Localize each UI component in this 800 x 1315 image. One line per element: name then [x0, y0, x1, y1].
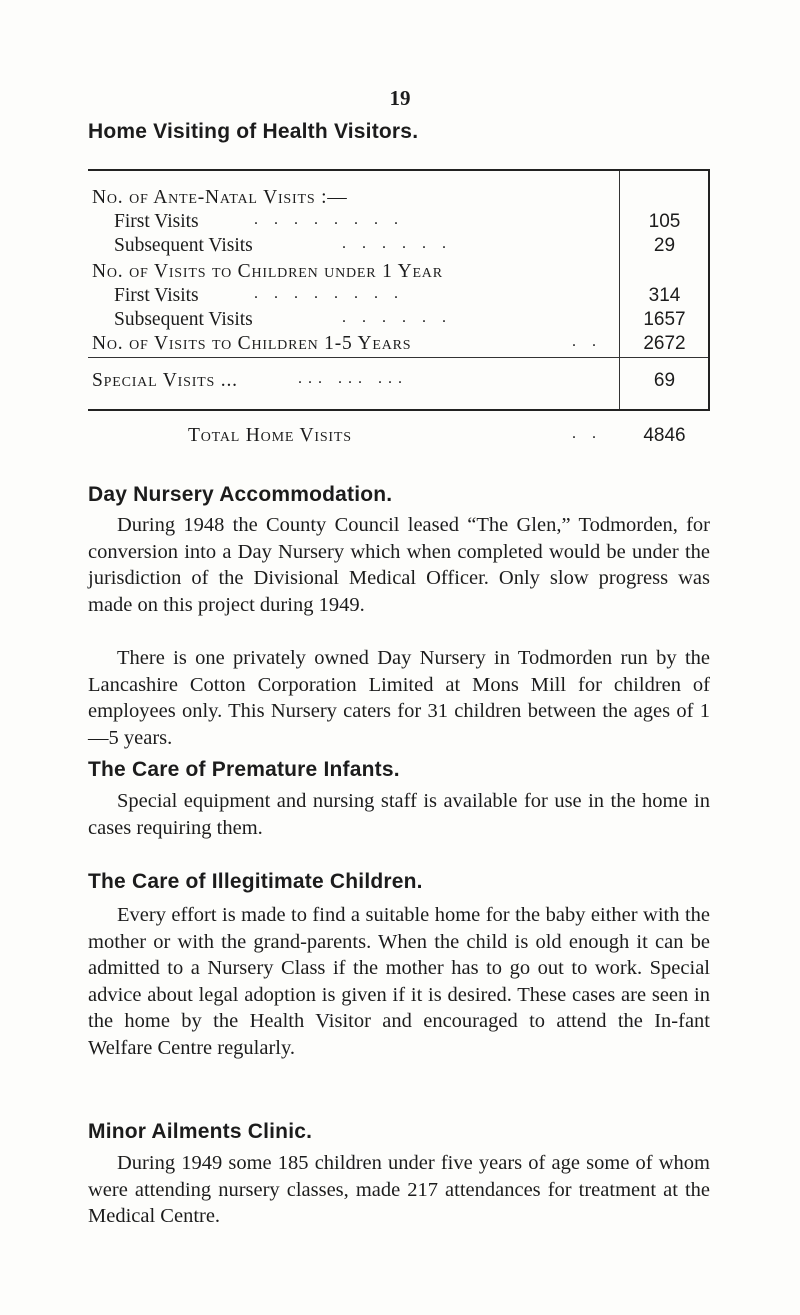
day-nursery-heading: Day Nursery Accommodation. — [88, 483, 393, 506]
row-label: No. of Visits to Children 1-5 Years — [92, 333, 412, 354]
row-value: 105 — [648, 211, 681, 232]
row-label: Special Visits ... — [92, 370, 238, 391]
total-rule — [88, 357, 708, 358]
premature-infants-heading: The Care of Premature Infants. — [88, 758, 400, 781]
special-visits-row — [88, 370, 708, 394]
row-value: 69 — [653, 370, 676, 391]
page-number: 19 — [389, 86, 411, 110]
day-nursery-paragraph-2: There is one privately owned Day Nursery in Todmorden run by the Lancashire Cotton Corporation Limited at Mons Mill for children of employees only. This Nursery caters for 31 children between the ages of 1—5 years. — [88, 647, 710, 749]
day-nursery-paragraph-1: During 1948 the County Council leased “The Glen,” Todmorden, for conversion into a Day Nursery which when completed would be under the jurisdiction of the Divisional Medical Officer. Only slow progress was made on this project during 1949. — [88, 514, 710, 616]
row-value: 314 — [648, 285, 681, 306]
row-leader-dots: . . . . . . . . — [254, 211, 404, 228]
row-label: First Visits — [114, 211, 199, 232]
row-value: 29 — [653, 235, 676, 256]
row-leader-dots: . . — [572, 425, 602, 442]
table-row — [88, 211, 708, 235]
table-row — [88, 309, 708, 333]
row-label: No. of Ante-Natal Visits :— — [92, 187, 348, 208]
row-label: No. of Visits to Children under 1 Year — [92, 261, 443, 282]
minor-ailments-paragraph: During 1949 some 185 children under five years of age some of whom were attending nursery classes, made 217 attendances for treatment at the Medical Centre. — [88, 1152, 710, 1227]
home-visiting-heading: Home Visiting of Health Visitors. — [88, 120, 419, 143]
total-value: 4846 — [643, 425, 686, 446]
row-leader-dots: . . — [572, 333, 602, 350]
row-value: 1657 — [643, 309, 686, 330]
row-label: Subsequent Visits — [114, 235, 253, 256]
row-label: First Visits — [114, 285, 199, 306]
table-row — [88, 187, 708, 211]
total-row — [88, 425, 708, 449]
table-row — [88, 333, 708, 357]
row-leader-dots: . . . . . . — [342, 235, 452, 252]
total-label: Total Home Visits — [188, 425, 352, 446]
row-label: Subsequent Visits — [114, 309, 253, 330]
row-leader-dots: . . . . . . — [342, 309, 452, 326]
minor-ailments-heading: Minor Ailments Clinic. — [88, 1120, 313, 1143]
premature-infants-paragraph: Special equipment and nursing staff is available for use in the home in cases requiring them. — [88, 790, 710, 839]
table-row — [88, 235, 708, 259]
illegitimate-children-heading: The Care of Illegitimate Children. — [88, 870, 423, 893]
table-row — [88, 261, 708, 285]
table-row — [88, 285, 708, 309]
row-leader-dots: . . . . . . . . — [254, 285, 404, 302]
row-value: 2672 — [643, 333, 686, 354]
row-leader-dots: ... ... ... — [298, 370, 408, 387]
illegitimate-children-paragraph: Every effort is made to find a suitable home for the baby either with the mother or with the grand-parents. When the child is old enough it can be admitted to a Nursery Class if the mother has to go out to work. Special advice about legal adoption is given if it is desired. These cases are seen in the home by the Health Visitor and encouraged to attend the In-fant Welfare Centre regularly. — [88, 904, 710, 1059]
